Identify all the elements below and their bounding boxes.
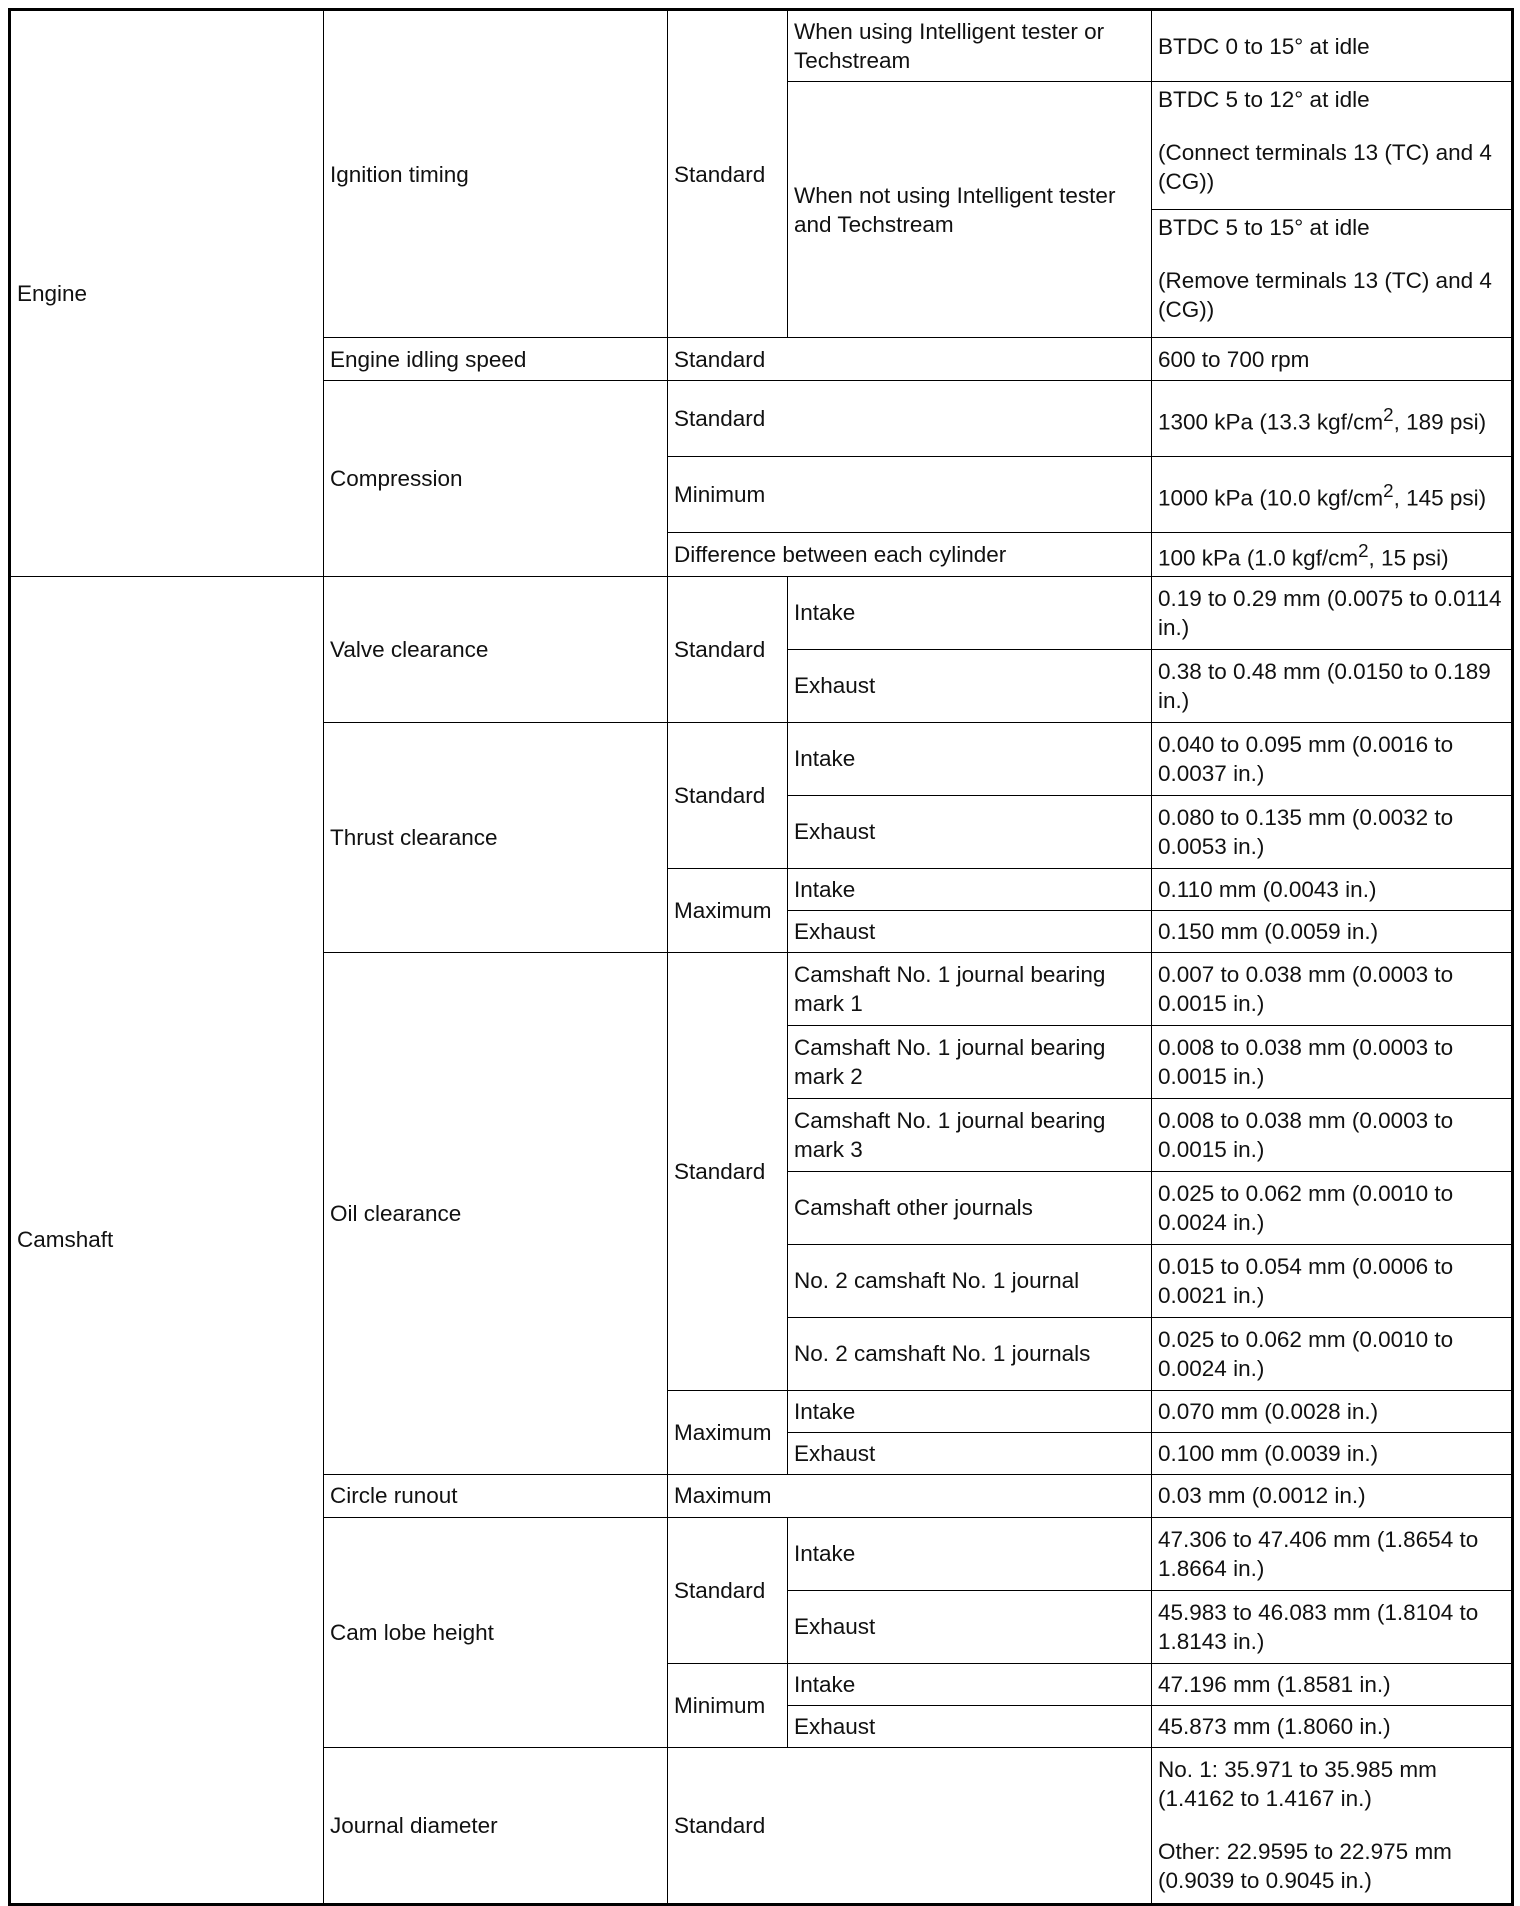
thrust-standard-exhaust: Exhaust <box>788 795 1152 868</box>
valve-intake: Intake <box>788 576 1152 649</box>
lobe-minimum: Minimum <box>668 1663 788 1747</box>
journal-diameter-label: Journal diameter <box>324 1747 668 1904</box>
lobe-minimum-intake: Intake <box>788 1663 1152 1705</box>
lobe-standard: Standard <box>668 1517 788 1663</box>
circle-runout-value: 0.03 mm (0.0012 in.) <box>1152 1474 1513 1517</box>
ignition-condition: Standard <box>668 10 788 338</box>
ignition-remove-value: BTDC 5 to 15° at idle (Remove terminals 13 (TC) and 4 (CG)) <box>1152 210 1513 338</box>
table-row <box>10 576 1513 649</box>
thrust-standard-exhaust-value: 0.080 to 0.135 mm (0.0032 to 0.0053 in.) <box>1152 795 1513 868</box>
oil-value: 0.008 to 0.038 mm (0.0003 to 0.0015 in.) <box>1152 1025 1513 1098</box>
oil-maximum-exhaust-value: 0.100 mm (0.0039 in.) <box>1152 1432 1513 1474</box>
thrust-standard: Standard <box>668 722 788 868</box>
oil-value: 0.008 to 0.038 mm (0.0003 to 0.0015 in.) <box>1152 1098 1513 1171</box>
oil-item: Camshaft No. 1 journal bearing mark 1 <box>788 952 1152 1025</box>
compression-standard-value: 1300 kPa (13.3 kgf/$cm^2$, 189 psi) <box>1152 381 1513 457</box>
thrust-maximum-exhaust: Exhaust <box>788 910 1152 952</box>
ignition-using-tester-value: BTDC 0 to 15° at idle <box>1152 10 1513 82</box>
oil-clearance-label: Oil clearance <box>324 952 668 1474</box>
oil-item: No. 2 camshaft No. 1 journals <box>788 1317 1152 1390</box>
thrust-maximum-intake-value: 0.110 mm (0.0043 in.) <box>1152 868 1513 910</box>
thrust-maximum: Maximum <box>668 868 788 952</box>
valve-intake-value: 0.19 to 0.29 mm (0.0075 to 0.0114 in.) <box>1152 576 1513 649</box>
oil-maximum-intake-value: 0.070 mm (0.0028 in.) <box>1152 1390 1513 1432</box>
oil-value: 0.025 to 0.062 mm (0.0010 to 0.0024 in.) <box>1152 1171 1513 1244</box>
circle-runout-condition: Maximum <box>668 1474 1152 1517</box>
oil-value: 0.007 to 0.038 mm (0.0003 to 0.0015 in.) <box>1152 952 1513 1025</box>
cam-lobe-height-label: Cam lobe height <box>324 1517 668 1747</box>
oil-value: 0.025 to 0.062 mm (0.0010 to 0.0024 in.) <box>1152 1317 1513 1390</box>
compression-difference-value: 100 kPa (1.0 kgf/$cm^2$, 15 psi) <box>1152 533 1513 577</box>
section-camshaft: Camshaft <box>10 576 324 1904</box>
lobe-standard-exhaust-value: 45.983 to 46.083 mm (1.8104 to 1.8143 in.) <box>1152 1590 1513 1663</box>
compression-standard: Standard <box>668 381 1152 457</box>
compression-label: Compression <box>324 381 668 577</box>
circle-runout-label: Circle runout <box>324 1474 668 1517</box>
oil-value: 0.015 to 0.054 mm (0.0006 to 0.0021 in.) <box>1152 1244 1513 1317</box>
ignition-connect-value: BTDC 5 to 12° at idle (Connect terminals 13 (TC) and 4 (CG)) <box>1152 82 1513 210</box>
ignition-not-using-tester: When not using Intelligent tester and Techstream <box>788 82 1152 338</box>
compression-minimum-value: 1000 kPa (10.0 kgf/$cm^2$, 145 psi) <box>1152 457 1513 533</box>
idle-speed-condition: Standard <box>668 338 1152 381</box>
valve-exhaust: Exhaust <box>788 649 1152 722</box>
oil-standard: Standard <box>668 952 788 1390</box>
oil-item: Camshaft No. 1 journal bearing mark 2 <box>788 1025 1152 1098</box>
oil-maximum-intake: Intake <box>788 1390 1152 1432</box>
ignition-timing-label: Ignition timing <box>324 10 668 338</box>
thrust-clearance-label: Thrust clearance <box>324 722 668 952</box>
table-row <box>10 10 1513 82</box>
lobe-minimum-exhaust-value: 45.873 mm (1.8060 in.) <box>1152 1705 1513 1747</box>
oil-item: No. 2 camshaft No. 1 journal <box>788 1244 1152 1317</box>
oil-maximum: Maximum <box>668 1390 788 1474</box>
oil-item: Camshaft other journals <box>788 1171 1152 1244</box>
thrust-standard-intake: Intake <box>788 722 1152 795</box>
journal-diameter-condition: Standard <box>668 1747 1152 1904</box>
lobe-standard-exhaust: Exhaust <box>788 1590 1152 1663</box>
thrust-maximum-intake: Intake <box>788 868 1152 910</box>
ignition-using-tester: When using Intelligent tester or Techstream <box>788 10 1152 82</box>
spec-table <box>8 8 1514 1906</box>
compression-minimum: Minimum <box>668 457 1152 533</box>
section-engine: Engine <box>10 10 324 577</box>
valve-clearance-condition: Standard <box>668 576 788 722</box>
thrust-maximum-exhaust-value: 0.150 mm (0.0059 in.) <box>1152 910 1513 952</box>
valve-exhaust-value: 0.38 to 0.48 mm (0.0150 to 0.189 in.) <box>1152 649 1513 722</box>
journal-diameter-value: No. 1: 35.971 to 35.985 mm (1.4162 to 1.4167 in.) Other: 22.9595 to 22.975 mm (0.9039 to 0.9045 in.) <box>1152 1747 1513 1904</box>
valve-clearance-label: Valve clearance <box>324 576 668 722</box>
thrust-standard-intake-value: 0.040 to 0.095 mm (0.0016 to 0.0037 in.) <box>1152 722 1513 795</box>
idle-speed-value: 600 to 700 rpm <box>1152 338 1513 381</box>
lobe-minimum-exhaust: Exhaust <box>788 1705 1152 1747</box>
lobe-standard-intake-value: 47.306 to 47.406 mm (1.8654 to 1.8664 in.) <box>1152 1517 1513 1590</box>
lobe-minimum-intake-value: 47.196 mm (1.8581 in.) <box>1152 1663 1513 1705</box>
oil-item: Camshaft No. 1 journal bearing mark 3 <box>788 1098 1152 1171</box>
compression-difference: Difference between each cylinder <box>668 533 1152 577</box>
oil-maximum-exhaust: Exhaust <box>788 1432 1152 1474</box>
idle-speed-label: Engine idling speed <box>324 338 668 381</box>
lobe-standard-intake: Intake <box>788 1517 1152 1590</box>
